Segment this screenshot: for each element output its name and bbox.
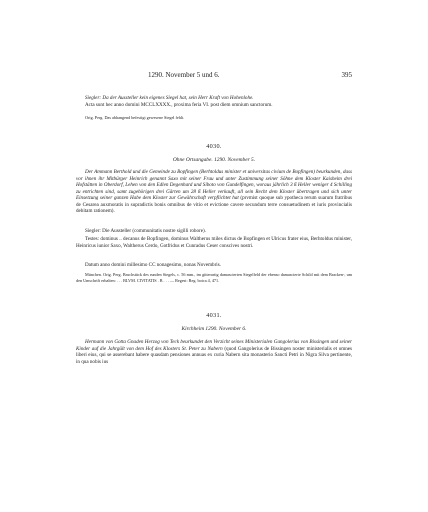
doc-number-4030: 4030. <box>206 143 222 150</box>
running-title: 1290. November 5 und 6. <box>148 71 220 79</box>
doc-4030-note: München. Orig. Perg. Bruchstück des runden Siegels, c. 56 mm., im gitterartig damascierten Siegelfeld der ebenso damascierte Schild mit dem Bracken-, um den Umschrift erhalten: . . . BLVM. CIVITATIS . B . . . — Regest: Reg. boica 4, 471. <box>76 272 352 283</box>
doc-4030-testes: Testes: dominus .. decanus de Bopfingen, dominus Waltherus miles dictus de Bopfingen et Ulricus frater eius, Berhtoldus minister, Heinricus iunior Saxo, Waltherus Cerdo, Gotfridus et Cunradus Ceser conscives nostri. <box>76 236 352 249</box>
doc-4030-body <box>76 169 352 215</box>
doc-number-4031: 4031. <box>206 312 222 319</box>
doc-4030-datum: Datum anno domini millesimo CC nonagesimo, nonas Novembris. <box>85 262 221 268</box>
doc-4030-summary: Der Ammann Berthold und die Gemeinde zu Bopfingen (Berhtoldus minister et universitas civium de Bopfingen) beurkunden, dass vor ihnen ihr Mitbürger Heinrich genannt Saxo mit seiner Frau und unter Zustimmung seiner Söhne dem Kloster Kaisheim drei Hofstätten in Oberdorf, Lehen von den Edlen Degenhard und Siboto von Gundelfingen, woraus jährlich 3 ß Heller weniger 4 Schilling zu entrichten sind, samt zugehörigen drei Gärten um 28 ß Heller verkauft, all sein Recht dem Kloster übertragen und sich unter Einsetzung seiner ganzen Habe dem Kloster zur Gewährschaft verpflichtet hat <box>76 169 352 201</box>
doc-4031-summary: Hermann von Gotta Gnaden Herzog von Teck beurkundet den Verzicht seines Ministerialen Gangolerius von Bissingen und seiner Kinder auf die Jahrgült von dem Hof des Klosters St. Peter zu Nabern <box>76 339 352 352</box>
prev-actum: Acta sunt hec anno domini MCCLXXXX., proxima feria VI. post diem omnium sanctorum. <box>85 102 273 108</box>
doc-heading-4031: Kirchheim 1290. November 6. <box>181 326 247 332</box>
prev-siegler: Siegler: Da der Aussteller kein eigenes Siegel hat, sein Herr Kraft von Hohenlohe. <box>85 95 254 101</box>
doc-4030-siegler: Siegler: Die Aussteller (communitatis nostre sigilli robore). <box>85 228 206 234</box>
doc-heading-4030: Ohne Ortsangabe. 1290. November 5. <box>172 157 256 163</box>
doc-4031-latin: (quod Gangolerius de Bissingen noster ministerialis et omnes liberi eius, qui se asserebant habere quasdam pensiones annuas ex curia Nabern sita monasterio Sancti Petri in Nigra Silva pertinente, in qua nobis ius <box>76 345 352 365</box>
page-header <box>76 71 352 81</box>
doc-4031-body <box>76 339 352 365</box>
doc-4030-latin: (prvmist quoque sub ypotheca rerum suarum fratribus de Cesarea auxmoratis in supradictis bonis omnibus de vitio et evictione cavere secundum terre consuetudinem et iuris provincialis debitam rationem). <box>76 195 352 214</box>
page-number: 395 <box>341 71 352 79</box>
prev-note: Orig. Perg. Das abhangend befestigt gewesene Siegel fehlt. <box>85 115 185 120</box>
